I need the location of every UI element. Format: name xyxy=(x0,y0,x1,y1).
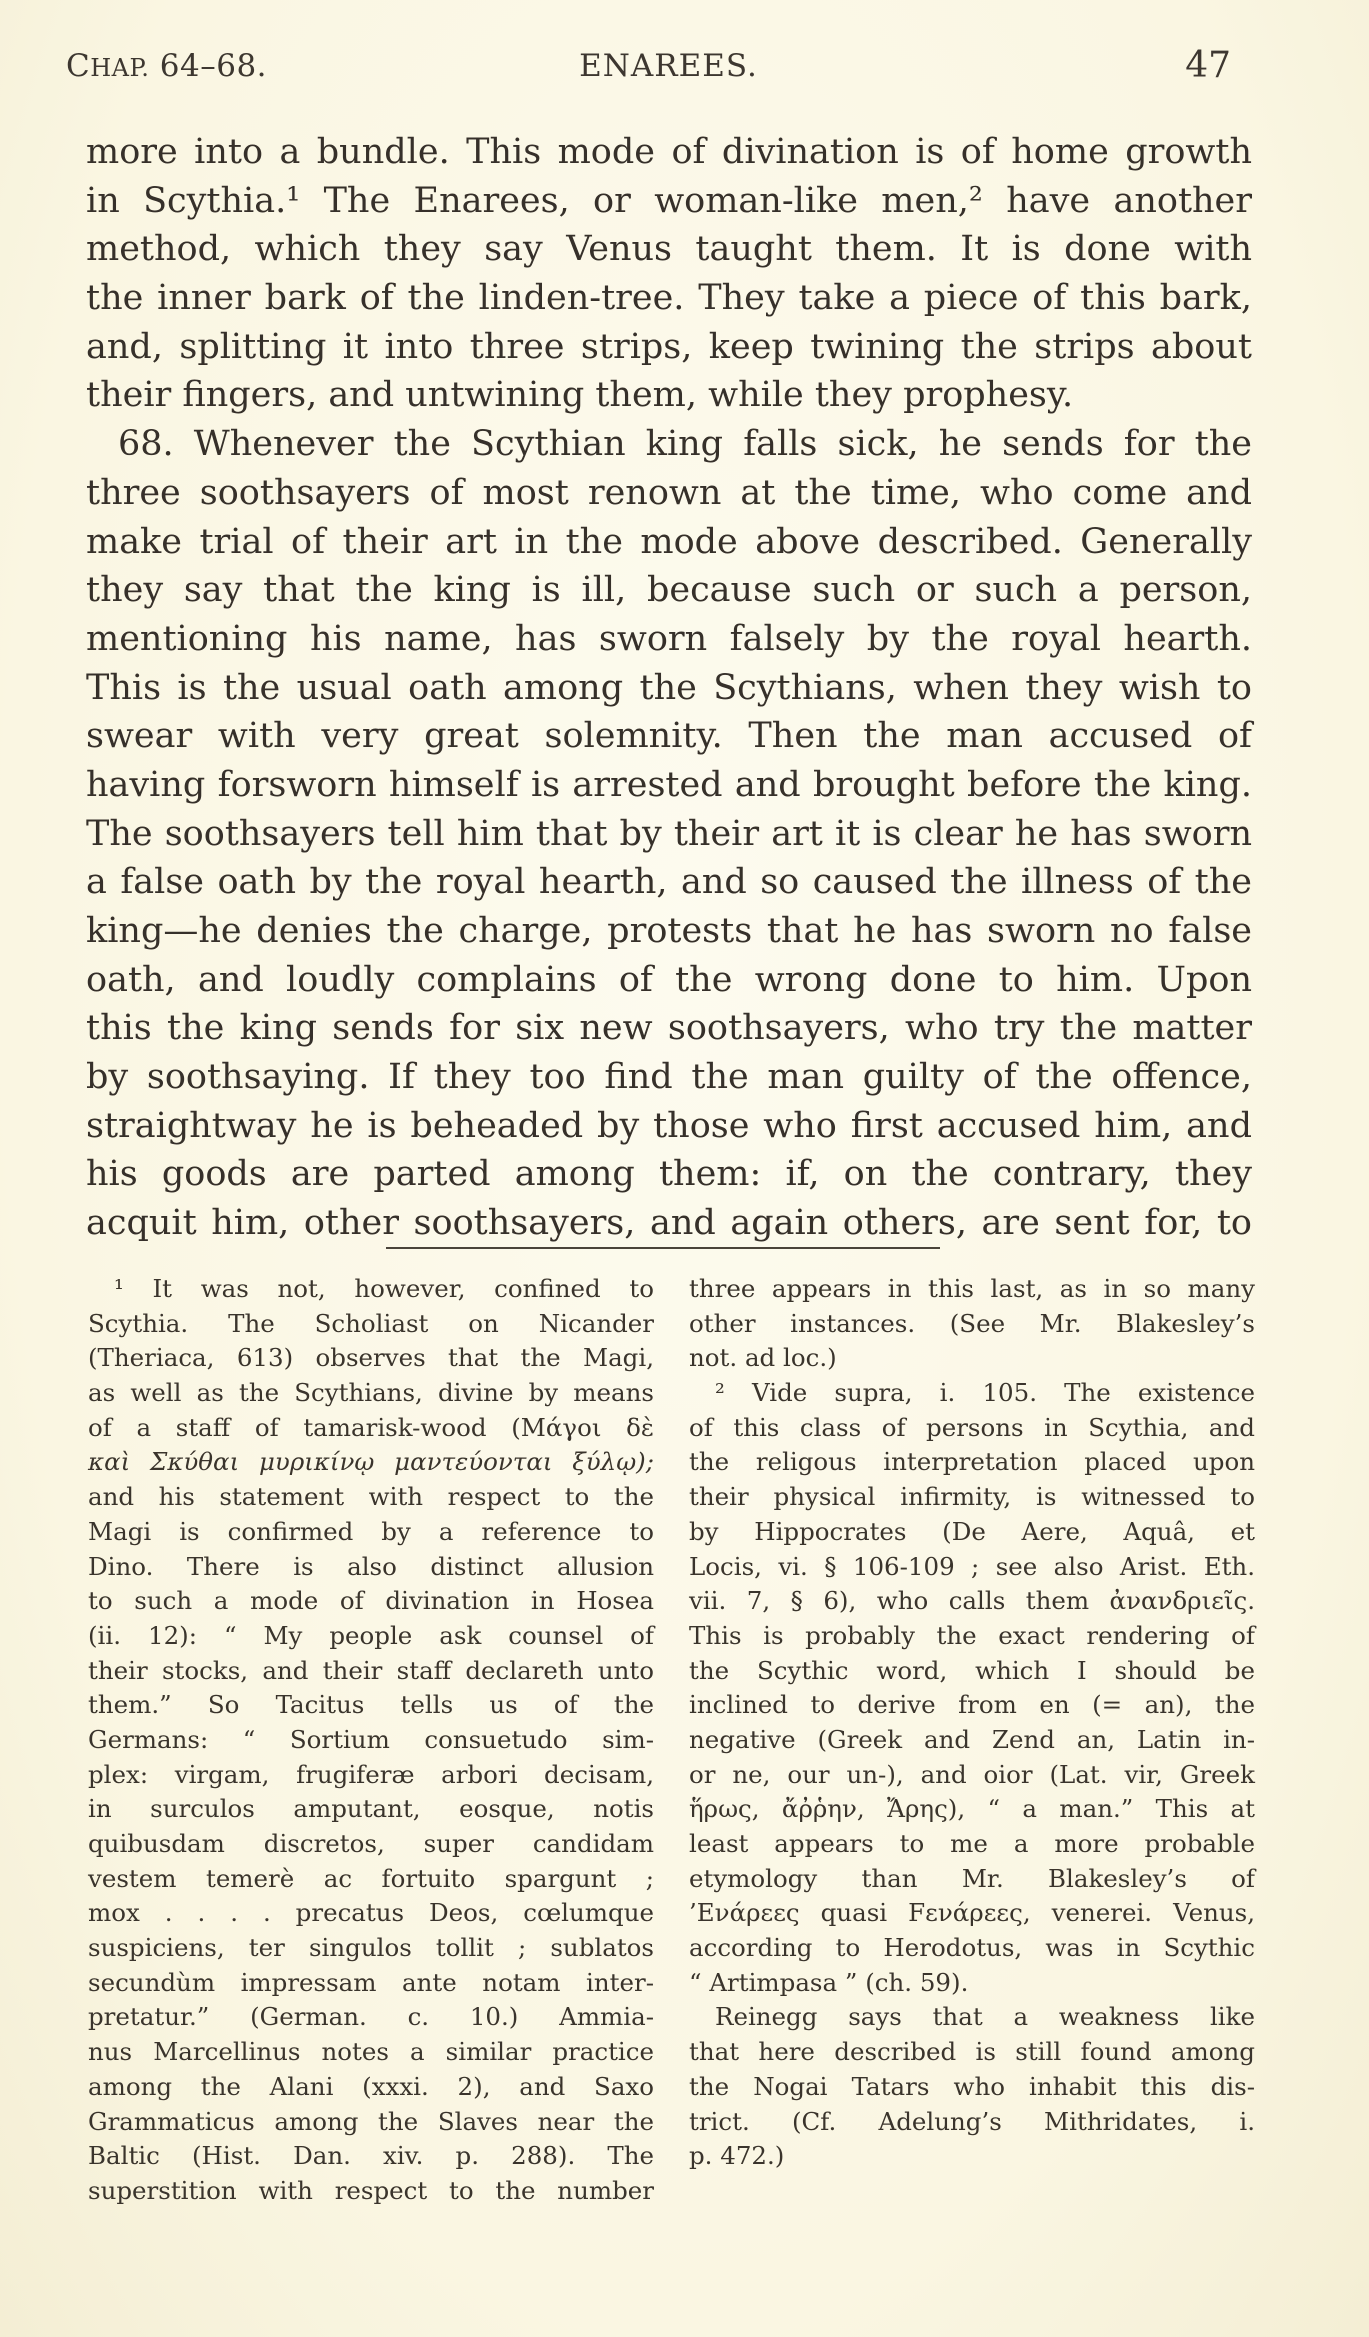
body-line: this the king sends for six new soothsayers, who try the matter xyxy=(86,1008,1252,1049)
footnote-line: and his statement with respect to the xyxy=(88,1482,654,1512)
footnote-line: among the Alani (xxxi. 2), and Saxo xyxy=(88,2071,654,2101)
body-line: they say that the king is ill, because such or such a person, xyxy=(86,570,1252,611)
footnote-line: ’Ενάρεες quasi Fενάρεες, venerei. Venus, xyxy=(689,1898,1255,1928)
chapter-smallcaps: HAP. xyxy=(90,54,150,82)
body-line: mentioning his name, has sworn falsely by the royal hearth. xyxy=(86,618,1252,659)
footnote-line: them.” So Tacitus tells us of the xyxy=(88,1690,654,1720)
footnote-line: or ne, our un-), and oior (Lat. vir, Greek xyxy=(689,1759,1255,1789)
footnote-line: secundùm impressam ante notam inter- xyxy=(88,1967,654,1997)
footnote-line: the religous interpretation placed upon xyxy=(689,1447,1255,1477)
footnote-2-paragraph: Reinegg says that a weakness like xyxy=(715,2002,1255,2032)
footnote-line: Magi is confirmed by a reference to xyxy=(88,1516,654,1546)
body-line: oath, and loudly complains of the wrong done to him. Upon xyxy=(86,959,1252,1000)
chapter-range: 64–68. xyxy=(149,48,268,84)
footnote-line: as well as the Scythians, divine by means xyxy=(88,1378,654,1408)
main-text xyxy=(86,128,1252,1248)
footnote-line: of this class of persons in Scythia, and xyxy=(689,1412,1255,1442)
footnote-line-greek: καὶ Σκύθαι μυρικίνῳ μαντεύονται ξύλῳ); xyxy=(88,1447,654,1477)
footnote-line: suspiciens, ter singulos tollit ; sublatos xyxy=(88,1933,654,1963)
body-line: having forsworn himself is arrested and brought before the king. xyxy=(86,764,1252,805)
footnote-line: pretatur.” (German. c. 10.) Ammia- xyxy=(88,2002,654,2032)
body-line: more into a bundle. This mode of divination is of home growth xyxy=(86,132,1252,172)
footnote-line: the Scythic word, which I should be xyxy=(689,1655,1255,1685)
body-line: This is the usual oath among the Scythians, when they wish to xyxy=(86,667,1252,708)
footnote-line: to such a mode of divination in Hosea xyxy=(88,1586,654,1616)
footnote-1-start: ¹ It was not, however, confined to xyxy=(114,1274,654,1303)
footnote-line: ἥρως, ἄῤῥην, Ἄρης), “ a man.” This at xyxy=(689,1794,1255,1824)
footnote-line: their physical infirmity, is witnessed to xyxy=(689,1482,1255,1512)
footnote-line: Locis, vi. § 106-109 ; see also Arist. Eth. xyxy=(689,1551,1255,1581)
footnote-line: etymology than Mr. Blakesley’s of xyxy=(689,1863,1255,1893)
footnote-line: other instances. (See Mr. Blakesley’s xyxy=(689,1308,1255,1338)
body-line: straightway he is beheaded by those who first accused him, and xyxy=(86,1105,1252,1146)
footnote-line: negative (Greek and Zend an, Latin in- xyxy=(689,1724,1255,1754)
body-line: his goods are parted among them: if, on the contrary, they xyxy=(86,1154,1252,1195)
footnote-line: mox . . . . precatus Deos, cœlumque xyxy=(88,1898,654,1928)
footnote-line: Scythia. The Scholiast on Nicander xyxy=(88,1308,654,1338)
footnote-line: inclined to derive from en (= an), the xyxy=(689,1690,1255,1720)
footnote-line: vestem temerè ac fortuito spargunt ; xyxy=(88,1863,654,1893)
body-line: and, splitting it into three strips, keep twining the strips about xyxy=(86,326,1252,367)
footnote-line: their stocks, and their staff declareth unto xyxy=(88,1655,654,1685)
body-line: by soothsaying. If they too find the man guilty of the offence, xyxy=(86,1057,1252,1098)
chapter-prefix: C xyxy=(66,48,91,84)
body-line: three soothsayers of most renown at the time, who come and xyxy=(86,472,1252,513)
body-line: the inner bark of the linden-tree. They take a piece of this bark, xyxy=(86,278,1252,319)
body-line: in Scythia.¹ The Enarees, or woman-like men,² have another xyxy=(86,180,1252,221)
footnote-line: plex: virgam, frugiferæ arbori decisam, xyxy=(88,1759,654,1789)
body-line: make trial of their art in the mode above described. Generally xyxy=(86,521,1252,562)
footnote-line: trict. (Cf. Adelung’s Mithridates, i. xyxy=(689,2106,1255,2136)
footnote-line: the Nogai Tatars who inhabit this dis- xyxy=(689,2071,1255,2101)
footnote-line: by Hippocrates (De Aere, Aquâ, et xyxy=(689,1516,1255,1546)
running-header xyxy=(66,44,1231,88)
footnote-2-start: ² Vide supra, i. 105. The existence xyxy=(715,1378,1255,1408)
body-line: king—he denies the charge, protests that he has sworn no false xyxy=(86,911,1252,951)
footnote-column-left xyxy=(88,1272,654,2209)
footnote-line: in surculos amputant, eosque, notis xyxy=(88,1794,654,1824)
section-68-start: 68. Whenever the Scythian king falls sick, he sends for the xyxy=(118,424,1252,465)
footnote-line: p. 472.) xyxy=(689,2141,785,2171)
running-title: ENAREES. xyxy=(579,48,758,84)
footnote-line: nus Marcellinus notes a similar practice xyxy=(88,2037,654,2067)
footnote-line: three appears in this last, as in so many xyxy=(689,1274,1255,1303)
footnote-line: of a staff of tamarisk-wood (Μάγοι δὲ xyxy=(88,1412,654,1442)
footnote-line: Grammaticus among the Slaves near the xyxy=(88,2106,654,2136)
footnote-line: vii. 7, § 6), who calls them ἀνανδριεῖς. xyxy=(689,1586,1255,1616)
footnote-line: that here described is still found among xyxy=(689,2037,1255,2067)
footnote-line: This is probably the exact rendering of xyxy=(689,1620,1255,1650)
body-line: acquit him, other soothsayers, and again others, are sent for, to xyxy=(86,1203,1252,1244)
footnote-column-right xyxy=(689,1272,1255,2174)
footnote-line: least appears to me a more probable xyxy=(689,1829,1255,1858)
footnote-line: according to Herodotus, was in Scythic xyxy=(689,1933,1255,1963)
footnote-line: Germans: “ Sortium consuetudo sim- xyxy=(88,1724,654,1754)
page-number: 47 xyxy=(1185,45,1231,86)
body-line: swear with very great solemnity. Then the man accused of xyxy=(86,716,1252,757)
footnote-line: quibusdam discretos, super candidam xyxy=(88,1829,654,1858)
footnote-line: Baltic (Hist. Dan. xiv. p. 288). The xyxy=(88,2141,654,2171)
footnote-line: Dino. There is also distinct allusion xyxy=(88,1551,654,1581)
footnote-separator xyxy=(386,1247,940,1249)
body-line: a false oath by the royal hearth, and so caused the illness of the xyxy=(86,862,1252,903)
footnote-line: not. ad loc.) xyxy=(689,1343,837,1373)
body-line: method, which they say Venus taught them. It is done with xyxy=(86,229,1252,270)
footnote-line: superstition with respect to the number xyxy=(88,2175,654,2205)
footnote-line: “ Artimpasa ” (ch. 59). xyxy=(689,1967,969,1997)
body-line: The soothsayers tell him that by their art it is clear he has sworn xyxy=(86,813,1252,854)
footnote-line: (ii. 12): “ My people ask counsel of xyxy=(88,1620,654,1650)
body-line: their fingers, and untwining them, while they prophesy. xyxy=(86,375,1074,416)
footnote-line: (Theriaca, 613) observes that the Magi, xyxy=(88,1343,654,1373)
